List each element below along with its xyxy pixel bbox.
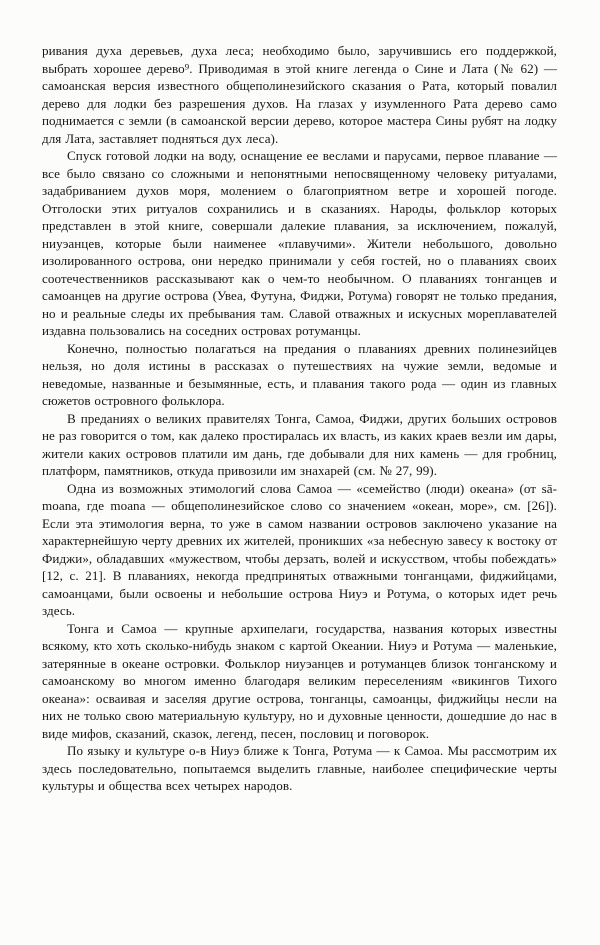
paragraph: ривания духа деревьев, духа леса; необходимо было, заручившись его поддержкой, выбрать хорошее дерево⁹. Приводимая в этой книге легенда о Сине и Лата (№ 62) — самоанская версия известного общеполинезийского сказания о Рата, который повалил дерево для лодки без разрешения духов. На глазах у изумленного Рата дерево само поднимается с земли (в самоанской версии дерево, которое мастера Сины рубят на лодку для Лата, заставляет подняться дух леса). (42, 43, 557, 146)
paragraph: Тонга и Самоа — крупные архипелаги, государства, названия которых известны всякому, кто хоть сколько-нибудь знаком с картой Океании. Ниуэ и Ротума — маленькие, затерянные в океане островки. Фольклор ниуэанцев и ротуманцев близок тонганскому и самоанскому во многом именно благодаря великим переселениям «викингов Тихого океана»: осваивая и заселяя другие острова, тонганцы, самоанцы, фиджийцы несли на них не только свою материальную культуру, но и духовные ценности, дошедшие до нас в виде мифов, сказаний, сказок, легенд, песен, пословиц и поговорок. (42, 620, 557, 741)
paragraph: Конечно, полностью полагаться на предания о плаваниях древних полинезийцев нельзя, но доля истины в рассказах о путешествиях на чужие земли, ведомые и неведомые, названные и безымянные, есть, и плавания такого рода — один из главных сюжетов островного фольклора. (42, 340, 557, 408)
paragraph: По языку и культуре о-в Ниуэ ближе к Тонга, Ротума — к Самоа. Мы рассмотрим их здесь последовательно, попытаемся выделить главные, наиболее специфические черты культуры и общества всех четырех народов. (42, 743, 557, 793)
paragraph: В преданиях о великих правителях Тонга, Самоа, Фиджи, других больших островов не раз говорится о том, как далеко простиралась их власть, из каких краев везли им дары, жители каких островов платили им дань, где добывали для них камень — для гробниц, платформ, памятников, откуда привозили им знахарей (см. № 27, 99). (42, 410, 557, 478)
paragraph: Одна из возможных этимологий слова Самоа — «семейство (люди) океана» (от sā-moana, где moana — общеполинезийское слово со значением «океан, море», см. [26]). Если эта этимология верна, то уже в самом названии островов заключено указание на характернейшую черту древних их жителей, проникших «за небесную завесу к востоку от Фиджи», обладавших «мужеством, чтобы дерзать, волей и искусством, чтобы побеждать» [12, с. 21]. В плаваниях, некогда предпринятых отважными тонганцами, фиджийцами, самоанцами, были освоены и небольшие острова Ниуэ и Ротума, о которых идет речь здесь. (42, 480, 557, 618)
paragraph: Спуск готовой лодки на воду, оснащение ее веслами и парусами, первое плавание — все было связано со сложными и непонятными непосвященному человеку ритуалами, задабриванием духов моря, молением о благоприятном ветре и хорошей погоде. Отголоски этих ритуалов сохранились и в сказаниях. Народы, фольклор которых представлен в этой книге, совершали далекие плавания, за исключением, пожалуй, ниуэанцев, которые были наименее «плавучими». Жители небольшого, довольно изолированного острова, они нередко принимали у себя гостей, но о плаваниях своих соотечественников рассказывают как о чем-то необычном. О плаваниях тонганцев и самоанцев на другие острова (Увеа, Футуна, Фиджи, Ротума) говорят не только предания, но и реальные следы их пребывания там. Славой отважных и искусных мореплавателей издавна пользовались на соседних островах ротуманцы. (42, 148, 557, 338)
